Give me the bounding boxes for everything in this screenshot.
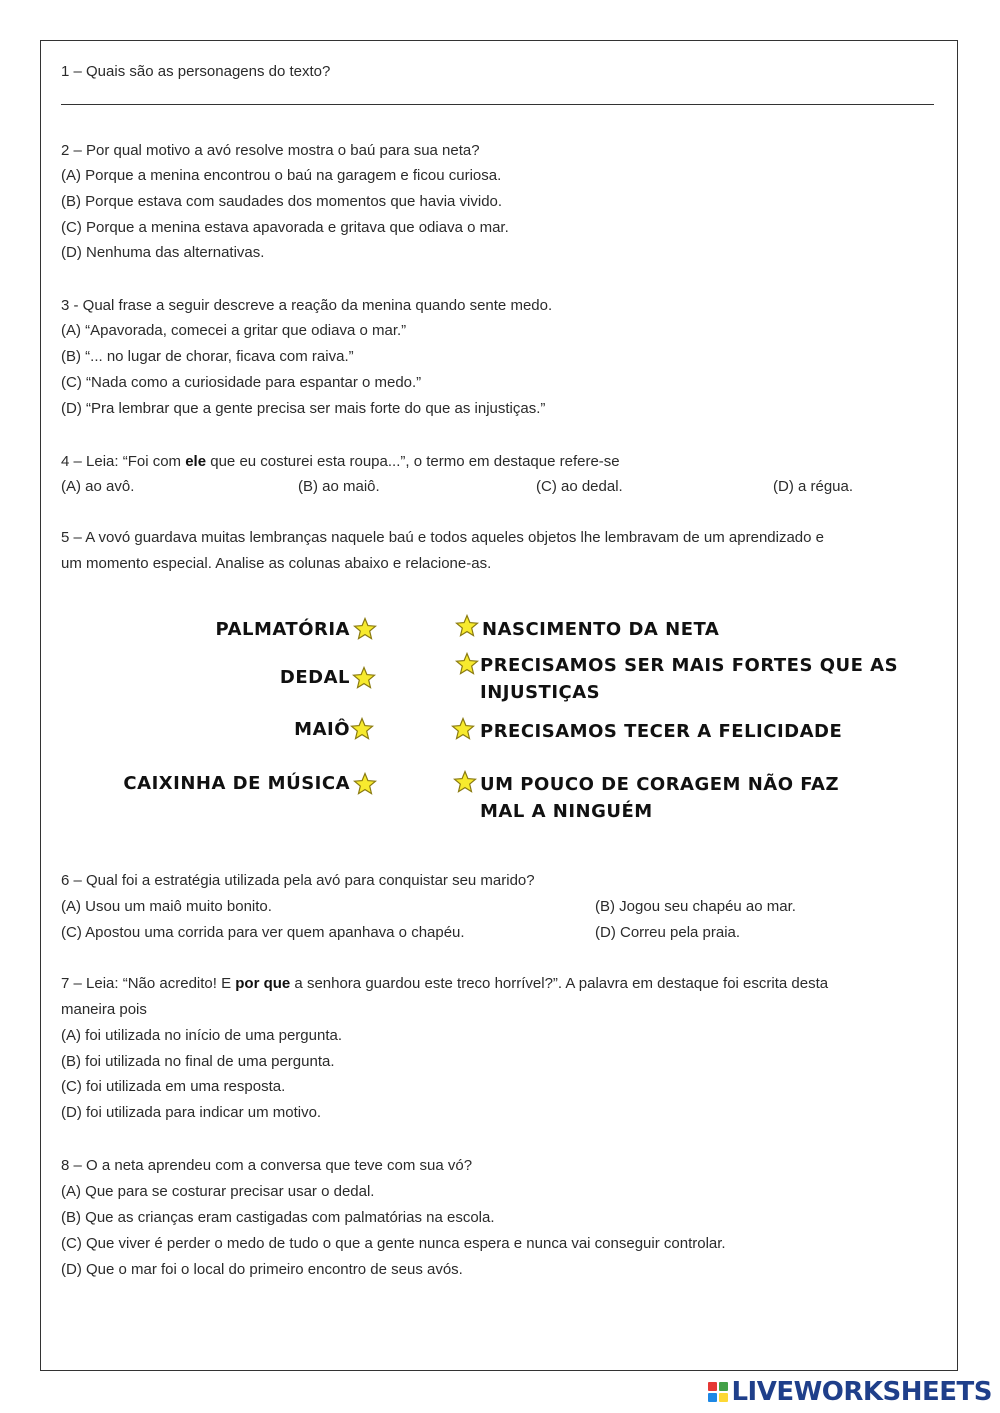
logo-text: LIVEWORKSHEETS [731, 1377, 992, 1407]
match-left-maio: MAIÔ [294, 719, 350, 740]
q6-prompt: 6 – Qual foi a estratégia utilizada pela avó para conquistar seu marido? [61, 872, 535, 889]
q4-prompt-end: que eu costurei esta roupa...”, o termo em destaque refere-se [206, 453, 620, 470]
match-star-left-3-icon[interactable] [350, 717, 374, 741]
match-left-dedal: DEDAL [279, 667, 350, 688]
q7-option-b[interactable]: (B) foi utilizada no final de uma pergunta. [61, 1053, 335, 1070]
match-right-2-line1: PRECISAMOS SER MAIS FORTES QUE AS [480, 655, 899, 676]
q6-option-d[interactable]: (D) Correu pela praia. [595, 924, 741, 941]
match-star-left-4-icon[interactable] [353, 772, 377, 796]
q6-option-b[interactable]: (B) Jogou seu chapéu ao mar. [595, 898, 796, 915]
q8-option-d[interactable]: (D) Que o mar foi o local do primeiro encontro de seus avós. [61, 1261, 463, 1278]
q8-prompt: 8 – O a neta aprendeu com a conversa que teve com sua vó? [61, 1157, 473, 1174]
match-star-right-2-icon[interactable] [455, 652, 479, 676]
match-right-4-line1: UM POUCO DE CORAGEM NÃO FAZ [480, 774, 840, 795]
match-star-right-3-icon[interactable] [451, 717, 475, 741]
q2-option-d[interactable]: (D) Nenhuma das alternativas. [61, 244, 265, 261]
q6-option-c[interactable]: (C) Apostou uma corrida para ver quem apanhava o chapéu. [61, 924, 465, 941]
q3-option-d[interactable]: (D) “Pra lembrar que a gente precisa ser mais forte do que as injustiças.” [61, 400, 546, 417]
match-right-2-line2: INJUSTIÇAS [480, 682, 601, 703]
q4-prompt-start: 4 – Leia: “Foi com [61, 453, 186, 470]
match-star-left-2-icon[interactable] [352, 666, 376, 690]
q4-option-b[interactable]: (B) ao maiô. [298, 478, 380, 495]
q5-prompt-line2: um momento especial. Analise as colunas abaixo e relacione-as. [61, 555, 492, 572]
q1-answer-line[interactable] [61, 104, 934, 105]
match-left-palmatoria: PALMATÓRIA [215, 619, 350, 640]
q7-prompt-start: 7 – Leia: “Não acredito! E [61, 975, 236, 992]
q7-option-c[interactable]: (C) foi utilizada em uma resposta. [61, 1078, 286, 1095]
q7-highlight-term: por que [235, 975, 291, 992]
q3-option-a[interactable]: (A) “Apavorada, comecei a gritar que odiava o mar.” [61, 322, 407, 339]
liveworksheets-logo [708, 1377, 992, 1407]
q3-option-b[interactable]: (B) “... no lugar de chorar, ficava com raiva.” [61, 348, 354, 365]
q8-option-b[interactable]: (B) Que as crianças eram castigadas com palmatórias na escola. [61, 1209, 495, 1226]
q7-prompt-end: a senhora guardou este treco horrível?”. A palavra em destaque foi escrita desta [290, 975, 829, 992]
match-star-left-1-icon[interactable] [353, 617, 377, 641]
q5-prompt-line1: 5 – A vovó guardava muitas lembranças naquele baú e todos aqueles objetos lhe lembravam de um aprendizado e [61, 529, 824, 546]
q3-option-c[interactable]: (C) “Nada como a curiosidade para espantar o medo.” [61, 374, 422, 391]
q7-option-a[interactable]: (A) foi utilizada no início de uma pergunta. [61, 1027, 342, 1044]
q7-option-d[interactable]: (D) foi utilizada para indicar um motivo. [61, 1104, 322, 1121]
q2-option-a[interactable]: (A) Porque a menina encontrou o baú na garagem e ficou curiosa. [61, 167, 502, 184]
q8-option-a[interactable]: (A) Que para se costurar precisar usar o dedal. [61, 1183, 375, 1200]
match-left-caixinha: CAIXINHA DE MÚSICA [123, 773, 350, 794]
q4-option-c[interactable]: (C) ao dedal. [536, 478, 623, 495]
q4-option-a[interactable]: (A) ao avô. [61, 478, 135, 495]
q1-prompt: 1 – Quais são as personagens do texto? [61, 63, 331, 80]
match-right-4-line2: MAL A NINGUÉM [480, 801, 653, 822]
q4-option-d[interactable]: (D) a régua. [773, 478, 854, 495]
match-right-3: PRECISAMOS TECER A FELICIDADE [480, 721, 843, 742]
match-right-1: NASCIMENTO DA NETA [482, 619, 720, 640]
q2-option-c[interactable]: (C) Porque a menina estava apavorada e gritava que odiava o mar. [61, 219, 509, 236]
q4-highlight-term: ele [185, 453, 207, 470]
logo-mark-icon [708, 1382, 728, 1402]
q3-prompt: 3 - Qual frase a seguir descreve a reação da menina quando sente medo. [61, 297, 553, 314]
q4-prompt [61, 452, 620, 472]
q7-prompt-line2: maneira pois [61, 1001, 147, 1018]
q7-prompt [61, 974, 828, 994]
q6-option-a[interactable]: (A) Usou um maiô muito bonito. [61, 898, 272, 915]
q8-option-c[interactable]: (C) Que viver é perder o medo de tudo o que a gente nunca espera e nunca vai conseguir controlar. [61, 1235, 726, 1252]
q2-option-b[interactable]: (B) Porque estava com saudades dos momentos que havia vivido. [61, 193, 503, 210]
match-star-right-1-icon[interactable] [455, 614, 479, 638]
match-star-right-4-icon[interactable] [453, 770, 477, 794]
q2-prompt: 2 – Por qual motivo a avó resolve mostra o baú para sua neta? [61, 142, 480, 159]
